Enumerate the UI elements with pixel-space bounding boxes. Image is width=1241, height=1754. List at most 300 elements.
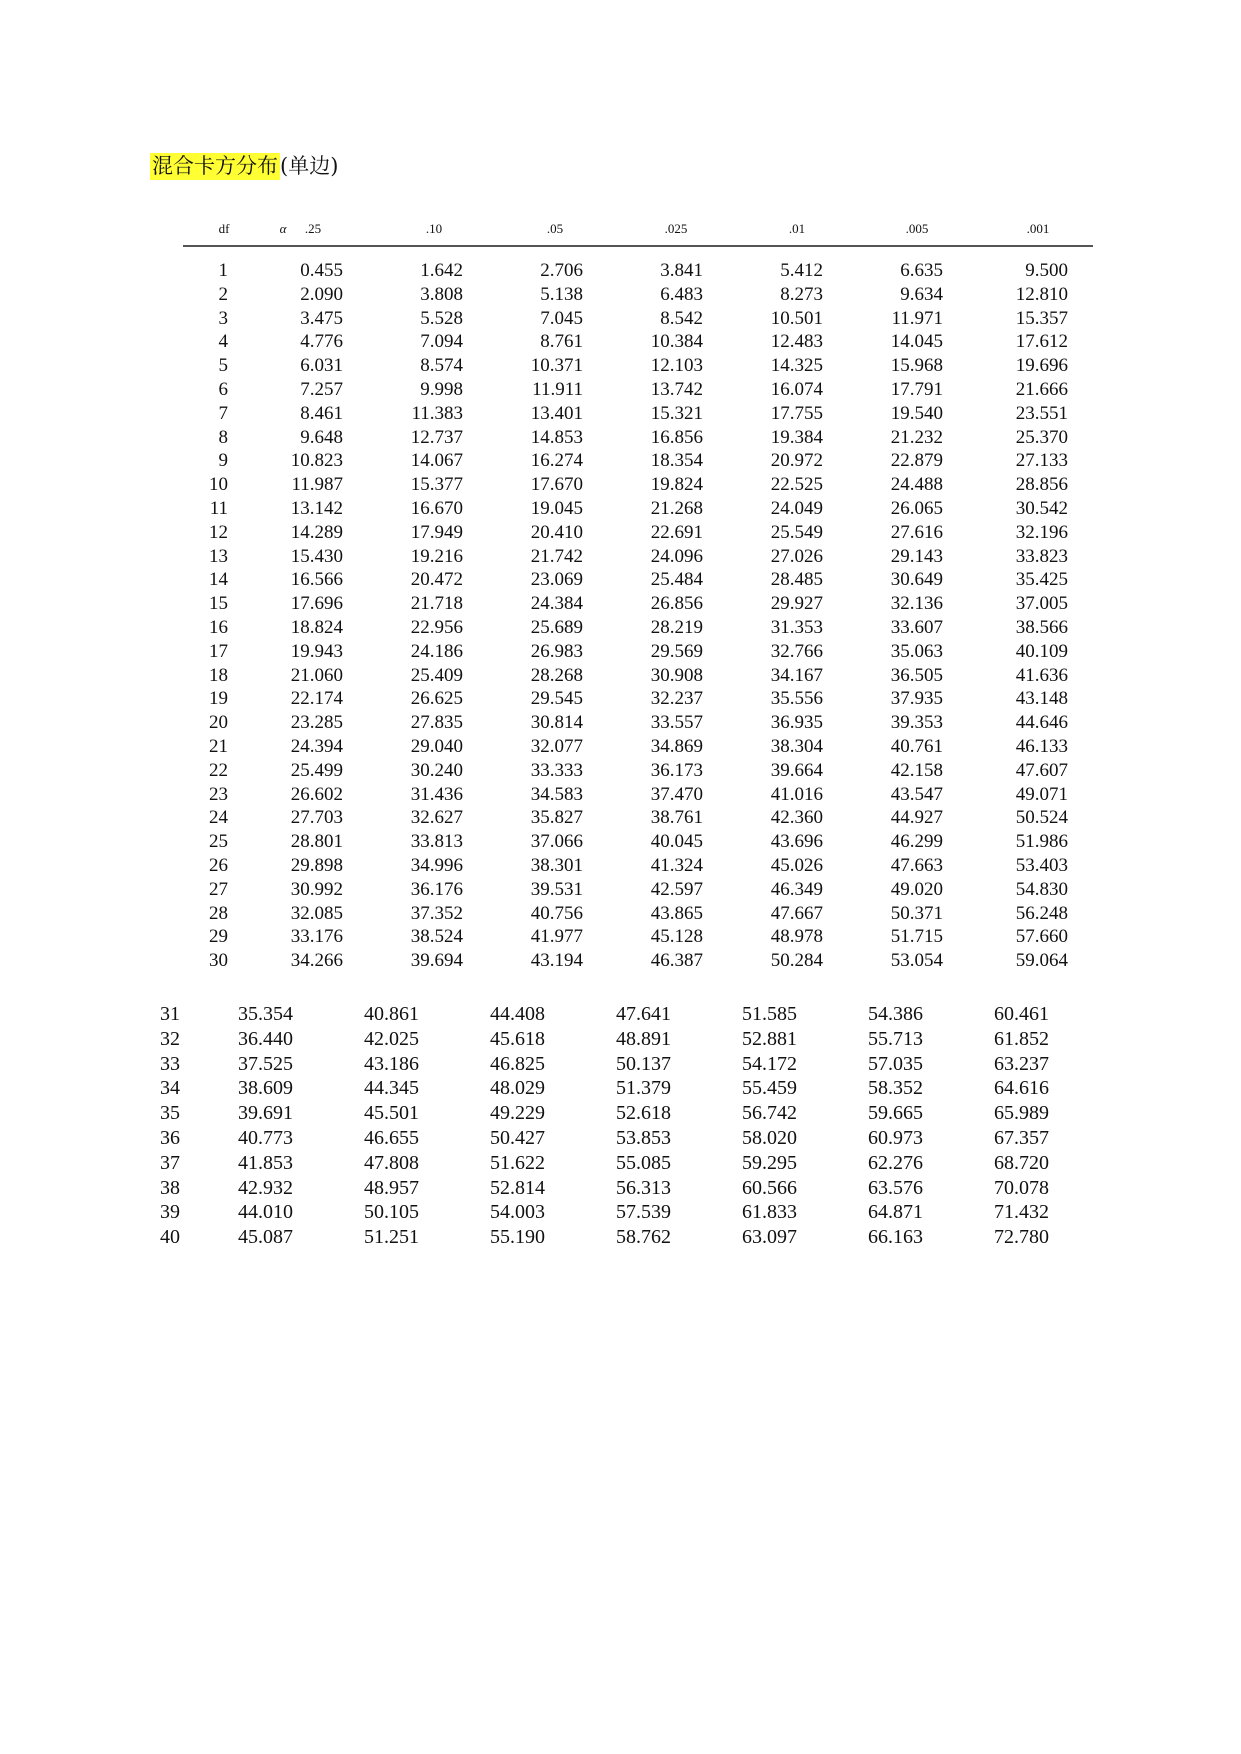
value-cell: 40.861 bbox=[364, 1003, 419, 1025]
value-cell: 37.352 bbox=[410, 902, 463, 924]
value-cell: 53.853 bbox=[616, 1126, 671, 1149]
value-cell: 70.078 bbox=[994, 1176, 1049, 1199]
table-row bbox=[183, 949, 1093, 973]
value-cell: 28.219 bbox=[650, 616, 703, 638]
df-cell: 24 bbox=[209, 807, 228, 829]
value-cell: 37.525 bbox=[238, 1052, 293, 1075]
value-cell: 24.049 bbox=[770, 497, 823, 519]
df-cell: 36 bbox=[160, 1126, 180, 1149]
value-cell: 14.325 bbox=[770, 355, 823, 377]
value-cell: 8.574 bbox=[420, 355, 463, 377]
value-cell: 37.066 bbox=[530, 831, 583, 853]
value-cell: 40.756 bbox=[530, 902, 583, 924]
value-cell: 25.549 bbox=[770, 521, 823, 543]
value-cell: 19.540 bbox=[890, 402, 943, 424]
table-row bbox=[183, 330, 1093, 354]
value-cell: 15.968 bbox=[890, 355, 943, 377]
value-cell: 50.427 bbox=[490, 1126, 545, 1149]
value-cell: 30.649 bbox=[890, 569, 943, 591]
value-cell: 43.865 bbox=[650, 902, 703, 924]
table-row bbox=[150, 1126, 1090, 1151]
table-row bbox=[150, 1176, 1090, 1201]
value-cell: 5.528 bbox=[420, 307, 463, 329]
df-cell: 13 bbox=[209, 545, 228, 567]
value-cell: 51.251 bbox=[364, 1226, 419, 1249]
table-row bbox=[183, 735, 1093, 759]
value-cell: 38.301 bbox=[530, 854, 583, 876]
value-cell: 24.488 bbox=[890, 474, 943, 496]
value-cell: 25.689 bbox=[530, 616, 583, 638]
table-row bbox=[183, 283, 1093, 307]
df-cell: 30 bbox=[209, 950, 228, 972]
value-cell: 12.483 bbox=[770, 331, 823, 353]
value-cell: 45.618 bbox=[490, 1027, 545, 1050]
value-cell: 37.935 bbox=[890, 688, 943, 710]
value-cell: 16.670 bbox=[410, 497, 463, 519]
table-row bbox=[183, 878, 1093, 902]
value-cell: 37.005 bbox=[1015, 593, 1068, 615]
value-cell: 56.742 bbox=[742, 1102, 797, 1125]
value-cell: 32.237 bbox=[650, 688, 703, 710]
value-cell: 39.531 bbox=[530, 878, 583, 900]
value-cell: 50.371 bbox=[890, 902, 943, 924]
value-cell: 18.354 bbox=[650, 450, 703, 472]
value-cell: 41.853 bbox=[238, 1151, 293, 1174]
table-row bbox=[183, 902, 1093, 926]
value-cell: 51.986 bbox=[1015, 831, 1068, 853]
value-cell: 21.718 bbox=[410, 593, 463, 615]
value-cell: 30.542 bbox=[1015, 497, 1068, 519]
table-row bbox=[183, 497, 1093, 521]
value-cell: 47.641 bbox=[616, 1003, 671, 1025]
value-cell: 25.409 bbox=[410, 664, 463, 686]
value-cell: 10.384 bbox=[650, 331, 703, 353]
header-alpha-005: .005 bbox=[905, 221, 929, 236]
value-cell: 43.186 bbox=[364, 1052, 419, 1075]
value-cell: 72.780 bbox=[994, 1226, 1049, 1249]
value-cell: 42.932 bbox=[238, 1176, 293, 1199]
value-cell: 25.370 bbox=[1015, 426, 1068, 448]
value-cell: 55.713 bbox=[868, 1027, 923, 1050]
value-cell: 21.742 bbox=[530, 545, 583, 567]
table-row bbox=[183, 664, 1093, 688]
value-cell: 42.597 bbox=[650, 878, 703, 900]
value-cell: 8.461 bbox=[300, 402, 343, 424]
table-row bbox=[150, 1027, 1090, 1052]
df-cell: 16 bbox=[209, 616, 228, 638]
value-cell: 27.835 bbox=[410, 712, 463, 734]
value-cell: 15.321 bbox=[650, 402, 703, 424]
value-cell: 33.823 bbox=[1015, 545, 1068, 567]
header-rule bbox=[183, 245, 1093, 247]
value-cell: 3.475 bbox=[300, 307, 343, 329]
value-cell: 40.109 bbox=[1015, 640, 1068, 662]
value-cell: 35.556 bbox=[770, 688, 823, 710]
value-cell: 39.353 bbox=[890, 712, 943, 734]
value-cell: 11.971 bbox=[891, 307, 943, 329]
value-cell: 27.026 bbox=[770, 545, 823, 567]
value-cell: 31.436 bbox=[410, 783, 463, 805]
value-cell: 56.248 bbox=[1015, 902, 1068, 924]
value-cell: 17.612 bbox=[1015, 331, 1068, 353]
value-cell: 60.973 bbox=[868, 1126, 923, 1149]
value-cell: 54.386 bbox=[868, 1003, 923, 1025]
value-cell: 32.766 bbox=[770, 640, 823, 662]
value-cell: 25.484 bbox=[650, 569, 703, 591]
value-cell: 30.814 bbox=[530, 712, 583, 734]
value-cell: 14.067 bbox=[410, 450, 463, 472]
value-cell: 43.148 bbox=[1015, 688, 1068, 710]
value-cell: 40.045 bbox=[650, 831, 703, 853]
value-cell: 23.551 bbox=[1015, 402, 1068, 424]
value-cell: 6.483 bbox=[660, 283, 703, 305]
value-cell: 42.025 bbox=[364, 1027, 419, 1050]
value-cell: 1.642 bbox=[420, 260, 463, 281]
title-highlighted: 混合卡方分布 bbox=[152, 154, 278, 178]
df-cell: 18 bbox=[209, 664, 228, 686]
value-cell: 42.158 bbox=[890, 759, 943, 781]
value-cell: 9.648 bbox=[300, 426, 343, 448]
value-cell: 36.173 bbox=[650, 759, 703, 781]
value-cell: 68.720 bbox=[994, 1151, 1049, 1174]
value-cell: 38.609 bbox=[238, 1077, 293, 1100]
value-cell: 54.003 bbox=[490, 1201, 545, 1224]
value-cell: 64.871 bbox=[868, 1201, 923, 1224]
value-cell: 39.691 bbox=[238, 1102, 293, 1125]
value-cell: 52.618 bbox=[616, 1102, 671, 1125]
header-alpha-symbol: α bbox=[279, 221, 287, 236]
value-cell: 11.911 bbox=[532, 378, 583, 400]
table-row bbox=[183, 783, 1093, 807]
value-cell: 3.808 bbox=[420, 283, 463, 305]
table-header bbox=[183, 213, 1093, 237]
value-cell: 5.412 bbox=[780, 260, 823, 281]
value-cell: 52.814 bbox=[490, 1176, 545, 1199]
value-cell: 35.354 bbox=[238, 1003, 293, 1025]
value-cell: 46.133 bbox=[1015, 735, 1068, 757]
value-cell: 38.524 bbox=[410, 926, 463, 948]
table-row bbox=[150, 1052, 1090, 1077]
value-cell: 50.524 bbox=[1015, 807, 1068, 829]
value-cell: 53.054 bbox=[890, 950, 943, 972]
value-cell: 39.664 bbox=[770, 759, 823, 781]
table-row bbox=[183, 759, 1093, 783]
df-cell: 5 bbox=[218, 355, 228, 377]
value-cell: 20.472 bbox=[410, 569, 463, 591]
value-cell: 40.773 bbox=[238, 1126, 293, 1149]
value-cell: 45.026 bbox=[770, 854, 823, 876]
value-cell: 38.304 bbox=[770, 735, 823, 757]
value-cell: 50.284 bbox=[770, 950, 823, 972]
value-cell: 47.667 bbox=[770, 902, 823, 924]
value-cell: 9.500 bbox=[1025, 260, 1068, 281]
value-cell: 34.996 bbox=[410, 854, 463, 876]
value-cell: 11.383 bbox=[411, 402, 463, 424]
value-cell: 28.268 bbox=[530, 664, 583, 686]
value-cell: 38.761 bbox=[650, 807, 703, 829]
value-cell: 12.810 bbox=[1015, 283, 1068, 305]
df-cell: 9 bbox=[218, 450, 228, 472]
df-cell: 12 bbox=[209, 521, 228, 543]
value-cell: 59.064 bbox=[1015, 950, 1068, 972]
value-cell: 33.557 bbox=[650, 712, 703, 734]
value-cell: 6.031 bbox=[300, 355, 343, 377]
value-cell: 26.065 bbox=[890, 497, 943, 519]
value-cell: 17.755 bbox=[770, 402, 823, 424]
header-alpha-01: .01 bbox=[788, 221, 806, 236]
value-cell: 45.501 bbox=[364, 1102, 419, 1125]
df-cell: 20 bbox=[209, 712, 228, 734]
table-row bbox=[183, 473, 1093, 497]
value-cell: 2.706 bbox=[540, 260, 583, 281]
df-cell: 22 bbox=[209, 759, 228, 781]
value-cell: 17.670 bbox=[530, 474, 583, 496]
value-cell: 21.232 bbox=[890, 426, 943, 448]
value-cell: 46.825 bbox=[490, 1052, 545, 1075]
value-cell: 2.090 bbox=[300, 283, 343, 305]
table-row bbox=[183, 307, 1093, 331]
value-cell: 8.273 bbox=[780, 283, 823, 305]
value-cell: 16.074 bbox=[770, 378, 823, 400]
table-row bbox=[150, 1225, 1090, 1250]
value-cell: 54.830 bbox=[1015, 878, 1068, 900]
value-cell: 16.274 bbox=[530, 450, 583, 472]
df-cell: 4 bbox=[218, 331, 228, 353]
title-suffix: (单边) bbox=[280, 154, 339, 178]
value-cell: 7.094 bbox=[420, 331, 463, 353]
table-row bbox=[183, 711, 1093, 735]
value-cell: 36.176 bbox=[410, 878, 463, 900]
value-cell: 12.737 bbox=[410, 426, 463, 448]
value-cell: 50.105 bbox=[364, 1201, 419, 1224]
value-cell: 12.103 bbox=[650, 355, 703, 377]
value-cell: 26.602 bbox=[290, 783, 343, 805]
value-cell: 54.172 bbox=[742, 1052, 797, 1075]
table-row bbox=[183, 830, 1093, 854]
value-cell: 62.276 bbox=[868, 1151, 923, 1174]
value-cell: 44.010 bbox=[238, 1201, 293, 1224]
value-cell: 58.762 bbox=[616, 1226, 671, 1249]
table-row bbox=[183, 378, 1093, 402]
value-cell: 21.666 bbox=[1015, 378, 1068, 400]
value-cell: 24.096 bbox=[650, 545, 703, 567]
value-cell: 7.045 bbox=[540, 307, 583, 329]
table-row bbox=[183, 521, 1093, 545]
value-cell: 44.927 bbox=[890, 807, 943, 829]
value-cell: 21.268 bbox=[650, 497, 703, 519]
value-cell: 23.069 bbox=[530, 569, 583, 591]
df-cell: 40 bbox=[160, 1226, 180, 1249]
value-cell: 28.856 bbox=[1015, 474, 1068, 496]
value-cell: 17.696 bbox=[290, 593, 343, 615]
value-cell: 50.137 bbox=[616, 1052, 671, 1075]
header-df: df bbox=[218, 221, 230, 236]
value-cell: 55.459 bbox=[742, 1077, 797, 1100]
table-body-extended bbox=[150, 1002, 1090, 1250]
df-cell: 3 bbox=[218, 307, 228, 329]
value-cell: 29.040 bbox=[410, 735, 463, 757]
value-cell: 57.035 bbox=[868, 1052, 923, 1075]
value-cell: 44.345 bbox=[364, 1077, 419, 1100]
value-cell: 10.823 bbox=[290, 450, 343, 472]
value-cell: 41.016 bbox=[770, 783, 823, 805]
value-cell: 17.791 bbox=[890, 378, 943, 400]
value-cell: 51.622 bbox=[490, 1151, 545, 1174]
table-row bbox=[183, 545, 1093, 569]
value-cell: 34.583 bbox=[530, 783, 583, 805]
value-cell: 33.333 bbox=[530, 759, 583, 781]
value-cell: 19.696 bbox=[1015, 355, 1068, 377]
value-cell: 46.387 bbox=[650, 950, 703, 972]
value-cell: 33.607 bbox=[890, 616, 943, 638]
table-row bbox=[183, 568, 1093, 592]
value-cell: 22.174 bbox=[290, 688, 343, 710]
value-cell: 43.547 bbox=[890, 783, 943, 805]
header-alpha-001: .001 bbox=[1026, 221, 1050, 236]
value-cell: 19.824 bbox=[650, 474, 703, 496]
value-cell: 16.566 bbox=[290, 569, 343, 591]
value-cell: 51.715 bbox=[890, 926, 943, 948]
df-cell: 23 bbox=[209, 783, 228, 805]
value-cell: 26.625 bbox=[410, 688, 463, 710]
value-cell: 19.216 bbox=[410, 545, 463, 567]
value-cell: 49.229 bbox=[490, 1102, 545, 1125]
value-cell: 29.545 bbox=[530, 688, 583, 710]
value-cell: 49.020 bbox=[890, 878, 943, 900]
value-cell: 27.616 bbox=[890, 521, 943, 543]
value-cell: 34.167 bbox=[770, 664, 823, 686]
value-cell: 48.029 bbox=[490, 1077, 545, 1100]
value-cell: 9.634 bbox=[900, 283, 943, 305]
value-cell: 24.186 bbox=[410, 640, 463, 662]
df-cell: 14 bbox=[209, 569, 228, 591]
df-cell: 32 bbox=[160, 1027, 180, 1050]
value-cell: 22.691 bbox=[650, 521, 703, 543]
value-cell: 47.808 bbox=[364, 1151, 419, 1174]
value-cell: 8.542 bbox=[660, 307, 703, 329]
table-row bbox=[183, 925, 1093, 949]
value-cell: 63.237 bbox=[994, 1052, 1049, 1075]
value-cell: 59.665 bbox=[868, 1102, 923, 1125]
value-cell: 34.266 bbox=[290, 950, 343, 972]
value-cell: 33.813 bbox=[410, 831, 463, 853]
table-row bbox=[183, 402, 1093, 426]
df-cell: 25 bbox=[209, 831, 228, 853]
table-row bbox=[183, 354, 1093, 378]
table-row bbox=[183, 806, 1093, 830]
value-cell: 13.142 bbox=[290, 497, 343, 519]
value-cell: 33.176 bbox=[290, 926, 343, 948]
value-cell: 30.240 bbox=[410, 759, 463, 781]
value-cell: 44.646 bbox=[1015, 712, 1068, 734]
df-cell: 29 bbox=[209, 926, 228, 948]
df-cell: 15 bbox=[209, 593, 228, 615]
table-row bbox=[183, 259, 1093, 283]
value-cell: 9.998 bbox=[420, 378, 463, 400]
table-row bbox=[183, 616, 1093, 640]
value-cell: 41.636 bbox=[1015, 664, 1068, 686]
value-cell: 32.085 bbox=[290, 902, 343, 924]
value-cell: 19.045 bbox=[530, 497, 583, 519]
header-alpha-05: .05 bbox=[546, 221, 564, 236]
value-cell: 31.353 bbox=[770, 616, 823, 638]
value-cell: 7.257 bbox=[300, 378, 343, 400]
value-cell: 43.194 bbox=[530, 950, 583, 972]
value-cell: 36.505 bbox=[890, 664, 943, 686]
table-row bbox=[183, 854, 1093, 878]
df-cell: 10 bbox=[209, 474, 228, 496]
value-cell: 37.470 bbox=[650, 783, 703, 805]
value-cell: 15.430 bbox=[290, 545, 343, 567]
table-row bbox=[150, 1200, 1090, 1225]
value-cell: 60.566 bbox=[742, 1176, 797, 1199]
value-cell: 34.869 bbox=[650, 735, 703, 757]
value-cell: 20.410 bbox=[530, 521, 583, 543]
value-cell: 6.635 bbox=[900, 260, 943, 281]
table-body bbox=[183, 259, 1093, 973]
df-cell: 17 bbox=[209, 640, 228, 662]
value-cell: 55.190 bbox=[490, 1226, 545, 1249]
value-cell: 28.801 bbox=[290, 831, 343, 853]
table-row bbox=[183, 449, 1093, 473]
value-cell: 15.377 bbox=[410, 474, 463, 496]
value-cell: 42.360 bbox=[770, 807, 823, 829]
table-row bbox=[150, 1151, 1090, 1176]
value-cell: 41.324 bbox=[650, 854, 703, 876]
value-cell: 26.983 bbox=[530, 640, 583, 662]
value-cell: 45.128 bbox=[650, 926, 703, 948]
value-cell: 29.569 bbox=[650, 640, 703, 662]
table-row bbox=[183, 426, 1093, 450]
value-cell: 26.856 bbox=[650, 593, 703, 615]
value-cell: 19.384 bbox=[770, 426, 823, 448]
table-row bbox=[183, 640, 1093, 664]
value-cell: 55.085 bbox=[616, 1151, 671, 1174]
value-cell: 36.935 bbox=[770, 712, 823, 734]
df-cell: 26 bbox=[209, 854, 228, 876]
value-cell: 63.576 bbox=[868, 1176, 923, 1199]
header-alpha-10: .10 bbox=[425, 221, 443, 236]
table-row bbox=[150, 1076, 1090, 1101]
df-cell: 31 bbox=[160, 1003, 180, 1025]
value-cell: 65.989 bbox=[994, 1102, 1049, 1125]
header-alpha-025: .025 bbox=[664, 221, 688, 236]
value-cell: 71.432 bbox=[994, 1201, 1049, 1224]
table-row bbox=[183, 592, 1093, 616]
df-cell: 33 bbox=[160, 1052, 180, 1075]
value-cell: 14.289 bbox=[290, 521, 343, 543]
df-cell: 7 bbox=[218, 402, 228, 424]
value-cell: 29.143 bbox=[890, 545, 943, 567]
value-cell: 18.824 bbox=[290, 616, 343, 638]
value-cell: 22.956 bbox=[410, 616, 463, 638]
df-cell: 11 bbox=[209, 497, 228, 519]
value-cell: 36.440 bbox=[238, 1027, 293, 1050]
value-cell: 35.425 bbox=[1015, 569, 1068, 591]
value-cell: 14.853 bbox=[530, 426, 583, 448]
value-cell: 32.077 bbox=[530, 735, 583, 757]
value-cell: 48.957 bbox=[364, 1176, 419, 1199]
value-cell: 16.856 bbox=[650, 426, 703, 448]
value-cell: 3.841 bbox=[660, 260, 703, 281]
table-row bbox=[150, 1101, 1090, 1126]
value-cell: 51.585 bbox=[742, 1003, 797, 1025]
value-cell: 47.663 bbox=[890, 854, 943, 876]
value-cell: 58.352 bbox=[868, 1077, 923, 1100]
value-cell: 21.060 bbox=[290, 664, 343, 686]
table-row bbox=[183, 687, 1093, 711]
value-cell: 41.977 bbox=[530, 926, 583, 948]
